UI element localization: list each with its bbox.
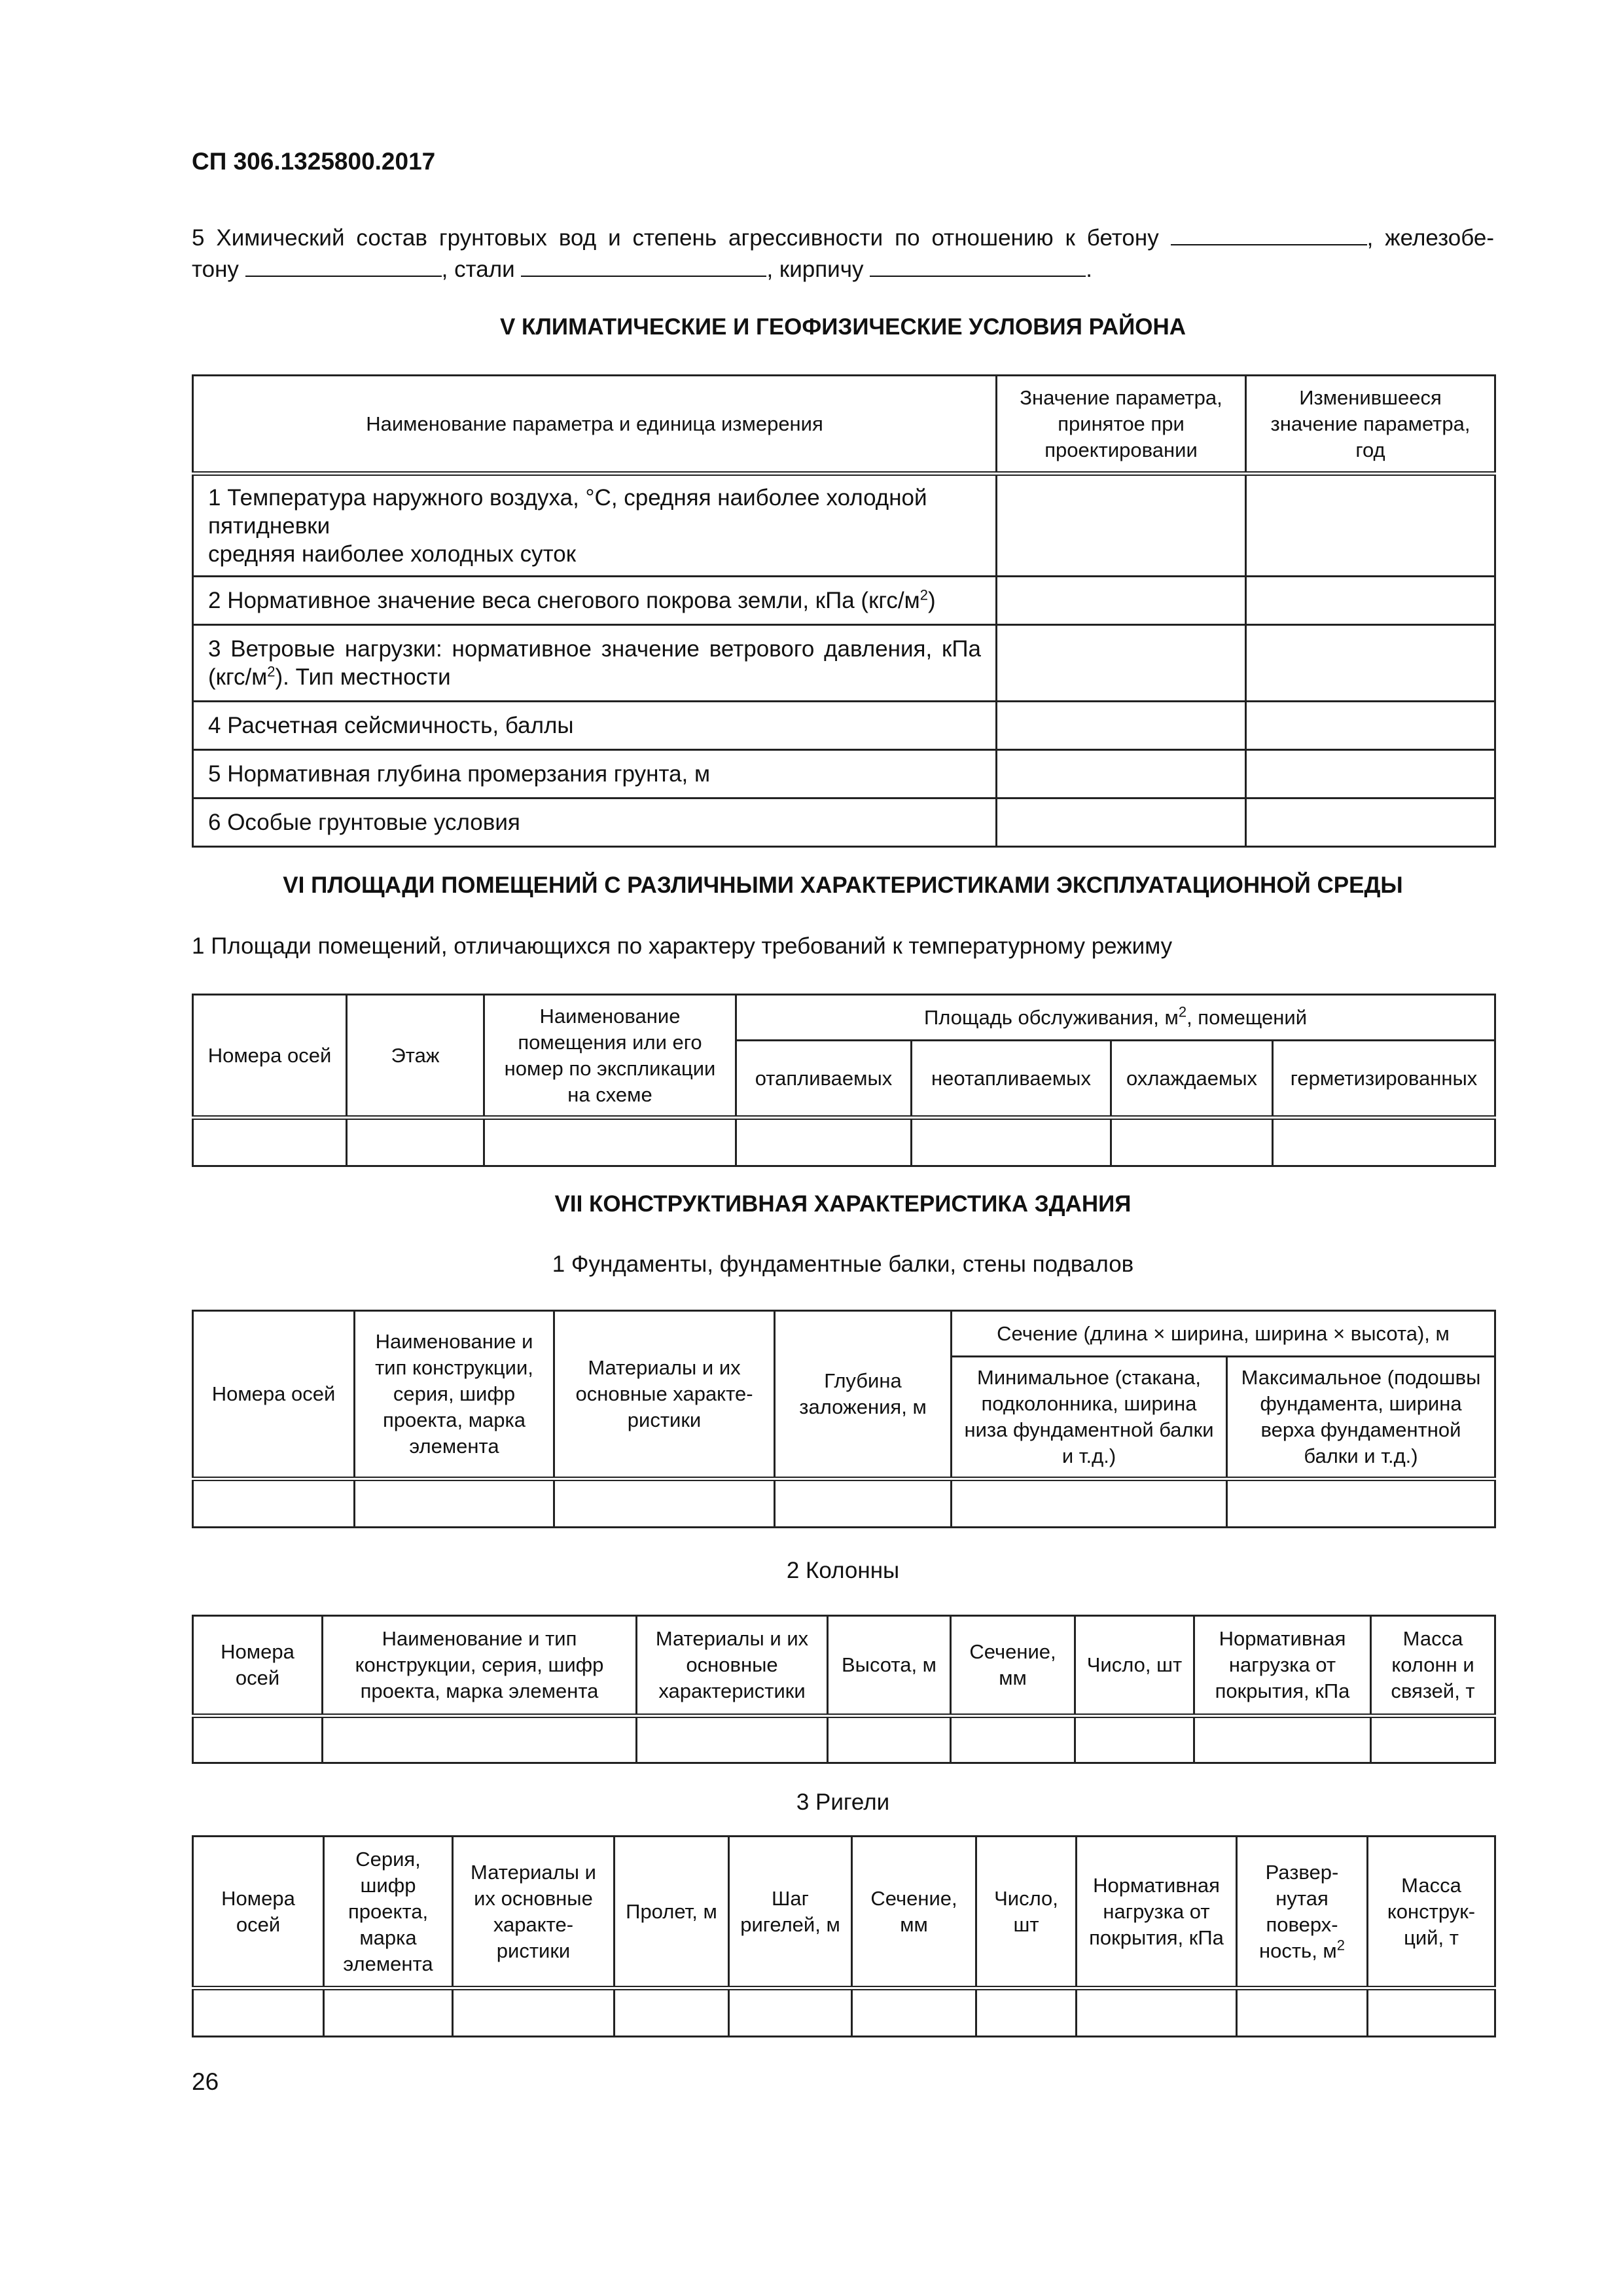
cell-input[interactable] <box>193 1118 347 1166</box>
table-header-row <box>193 1837 1495 1988</box>
col-construction-type: Наименование и тип конструкции, серия, шифр проекта, марка элемента <box>355 1311 554 1479</box>
col-changed-value: Изменившееся значение параметра, год <box>1246 376 1495 474</box>
col-area: Площадь обслуживания, $м^2$, помещений <box>736 995 1495 1041</box>
columns-title: 2 Колонны <box>786 1558 900 1583</box>
cell-input[interactable] <box>1111 1118 1273 1166</box>
col-section: Сечение, мм <box>951 1616 1075 1716</box>
cell-input[interactable] <box>997 577 1246 625</box>
table-header-row <box>193 1616 1495 1716</box>
cell-input[interactable] <box>1368 1988 1495 2037</box>
col-step: Шаг ригелей, м <box>729 1837 852 1988</box>
cell-input[interactable] <box>912 1118 1111 1166</box>
sep-end: . <box>1086 257 1092 282</box>
cell-input[interactable] <box>453 1988 615 2037</box>
cell-input[interactable] <box>828 1716 951 1763</box>
col-cooled: охлаждаемых <box>1111 1041 1273 1118</box>
col-series: Серия, шифр проекта, марка элемента <box>324 1837 453 1988</box>
col-axes: Номера осей <box>193 1837 324 1988</box>
cell-input[interactable] <box>852 1988 976 2037</box>
table-row <box>193 1716 1495 1763</box>
cell-input[interactable] <box>1371 1716 1495 1763</box>
cell-input[interactable] <box>323 1716 637 1763</box>
girders-title: 3 Ригели <box>796 1789 890 1815</box>
row-temperature-days: средняя наиболее холодных суток <box>208 541 577 567</box>
cell-input[interactable] <box>1246 577 1495 625</box>
cell-input[interactable] <box>1246 750 1495 798</box>
cell-input[interactable] <box>637 1716 828 1763</box>
row-wind-end: ). Тип местности <box>275 664 451 690</box>
cell-input[interactable] <box>951 1716 1075 1763</box>
table-row <box>193 702 1495 750</box>
cell-input[interactable] <box>997 750 1246 798</box>
table-row <box>193 798 1495 847</box>
table-row <box>193 1479 1495 1528</box>
cell-input[interactable] <box>1194 1716 1371 1763</box>
col-count: Число, шт <box>976 1837 1077 1988</box>
cell-input[interactable] <box>1246 702 1495 750</box>
table-row <box>193 750 1495 798</box>
cell-input[interactable] <box>729 1988 852 2037</box>
row-soil-conditions: 6 Особые грунтовые условия <box>193 798 997 847</box>
section-vi-subtitle: 1 Площади помещений, отличающихся по характеру требований к температурному режиму <box>192 933 1173 959</box>
table-row <box>193 1988 1495 2037</box>
sep-steel: , стали <box>441 257 515 282</box>
foundations-table <box>192 1310 1496 1528</box>
col-height: Высота, м <box>828 1616 951 1716</box>
cell-input[interactable] <box>1246 625 1495 702</box>
col-section: Сечение (длина × ширина, ширина × высота), м <box>952 1311 1495 1357</box>
col-materials: Материалы и их основные характеристики <box>637 1616 828 1716</box>
col-span: Пролет, м <box>615 1837 729 1988</box>
row-wind-sup: 2 <box>267 663 276 680</box>
cell-input[interactable] <box>1227 1479 1495 1528</box>
groundwater-paragraph <box>192 223 1494 285</box>
col-surface: Развернутая поверхность, $м^2$ <box>1237 1837 1368 1988</box>
table-row <box>193 1118 1495 1166</box>
foundations-title: 1 Фундаменты, фундаментные балки, стены подвалов <box>552 1251 1134 1277</box>
col-min: Минимальное (стакана, подколонника, ширина низа фундаментной балки и т.д.) <box>952 1357 1227 1479</box>
row-snow-sup: 2 <box>919 586 928 603</box>
sep-brick: , кирпичу <box>766 257 864 282</box>
cell-input[interactable] <box>976 1988 1077 2037</box>
col-sealed: герметизированных <box>1273 1041 1495 1118</box>
cell-input[interactable] <box>615 1988 729 2037</box>
col-materials: Материалы и их основные характеристики <box>453 1837 615 1988</box>
col-load: Нормативная нагрузка от покрытия, кПа <box>1194 1616 1371 1716</box>
table-row <box>193 474 1495 577</box>
cell-input[interactable] <box>484 1118 736 1166</box>
col-axes: Номера осей <box>193 995 347 1118</box>
table-header-row <box>193 376 1495 474</box>
columns-table <box>192 1615 1496 1764</box>
cell-input[interactable] <box>1246 474 1495 577</box>
reinforced-concrete-blank[interactable] <box>245 256 442 277</box>
col-depth: Глубина заложения, м <box>775 1311 952 1479</box>
col-floor: Этаж <box>347 995 484 1118</box>
cell-input[interactable] <box>997 798 1246 847</box>
table-header-row <box>193 995 1495 1041</box>
cell-input[interactable] <box>1273 1118 1495 1166</box>
groundwater-line-2-start: тону <box>192 257 239 282</box>
section-vii-title: VII КОНСТРУКТИВНАЯ ХАРАКТЕРИСТИКА ЗДАНИЯ <box>554 1191 1132 1217</box>
cell-input[interactable] <box>193 1988 324 2037</box>
cell-input[interactable] <box>1237 1988 1368 2037</box>
row-snow: 2 Нормативное значение веса снегового покрова земли, кПа (кгс/м <box>208 588 920 613</box>
groundwater-line-1: 5 Химический состав грунтовых вод и степень агрессивности по отношению к бетону <box>192 225 1159 251</box>
col-axes: Номера осей <box>193 1311 355 1479</box>
climate-table <box>192 374 1496 848</box>
row-temperature: 1 Температура наружного воздуха, °С, средняя наиболее холодной пятидневки <box>208 484 927 539</box>
section-v-title: V КЛИМАТИЧЕСКИЕ И ГЕОФИЗИЧЕСКИЕ УСЛОВИЯ РАЙОНА <box>499 314 1186 340</box>
brick-blank[interactable] <box>870 256 1086 277</box>
cell-input[interactable] <box>997 702 1246 750</box>
col-construction-type: Наименование и тип конструкции, серия, шифр проекта, марка элемента <box>323 1616 637 1716</box>
col-mass: Масса колонн и связей, т <box>1371 1616 1495 1716</box>
table-row <box>193 577 1495 625</box>
cell-input[interactable] <box>193 1479 355 1528</box>
cell-input[interactable] <box>736 1118 912 1166</box>
col-section: Сечение, мм <box>852 1837 976 1988</box>
cell-input[interactable] <box>324 1988 453 2037</box>
cell-input[interactable] <box>347 1118 484 1166</box>
row-wind: 3 Ветровые нагрузки: нормативное значение ветрового давления, кПа (кгс/м <box>208 636 981 690</box>
table-row <box>193 625 1495 702</box>
col-axes: Номера осей <box>193 1616 323 1716</box>
rooms-area-table <box>192 994 1496 1167</box>
cell-input[interactable] <box>775 1479 952 1528</box>
col-room-name: Наименование помещения или его номер по экспликации на схеме <box>484 995 736 1118</box>
col-load: Нормативная нагрузка от покрытия, кПа <box>1077 1837 1237 1988</box>
section-vi-title: VI ПЛОЩАДИ ПОМЕЩЕНИЙ С РАЗЛИЧНЫМИ ХАРАКТЕРИСТИКАМИ ЭКСПЛУАТАЦИОННОЙ СРЕДЫ <box>283 872 1403 898</box>
cell-input[interactable] <box>554 1479 775 1528</box>
col-design-value: Значение параметра, принятое при проектировании <box>997 376 1246 474</box>
col-count: Число, шт <box>1075 1616 1194 1716</box>
concrete-blank[interactable] <box>1171 224 1367 245</box>
col-materials: Материалы и их основные характеристики <box>554 1311 775 1479</box>
col-parameter: Наименование параметра и единица измерения <box>193 376 997 474</box>
girders-table <box>192 1835 1496 2037</box>
steel-blank[interactable] <box>521 256 766 277</box>
row-seismic: 4 Расчетная сейсмичность, баллы <box>193 702 997 750</box>
col-mass: Масса конструкций, т <box>1368 1837 1495 1988</box>
cell-input[interactable] <box>1075 1716 1194 1763</box>
cell-input[interactable] <box>952 1479 1227 1528</box>
document-id: СП 306.1325800.2017 <box>192 148 436 175</box>
cell-input[interactable] <box>997 474 1246 577</box>
cell-input[interactable] <box>1246 798 1495 847</box>
cell-input[interactable] <box>1077 1988 1237 2037</box>
cell-input[interactable] <box>355 1479 554 1528</box>
table-header-row <box>193 1311 1495 1357</box>
col-heated: отапливаемых <box>736 1041 912 1118</box>
cell-input[interactable] <box>997 625 1246 702</box>
page-number: 26 <box>192 2068 219 2095</box>
row-frost-depth: 5 Нормативная глубина промерзания грунта, м <box>193 750 997 798</box>
col-unheated: неотапливаемых <box>912 1041 1111 1118</box>
row-snow-end: ) <box>927 588 936 613</box>
sep-reinforced: , железобе- <box>1366 225 1494 251</box>
col-max: Максимальное (подошвы фундамента, ширина верха фундаментной балки и т.д.) <box>1227 1357 1495 1479</box>
cell-input[interactable] <box>193 1716 323 1763</box>
